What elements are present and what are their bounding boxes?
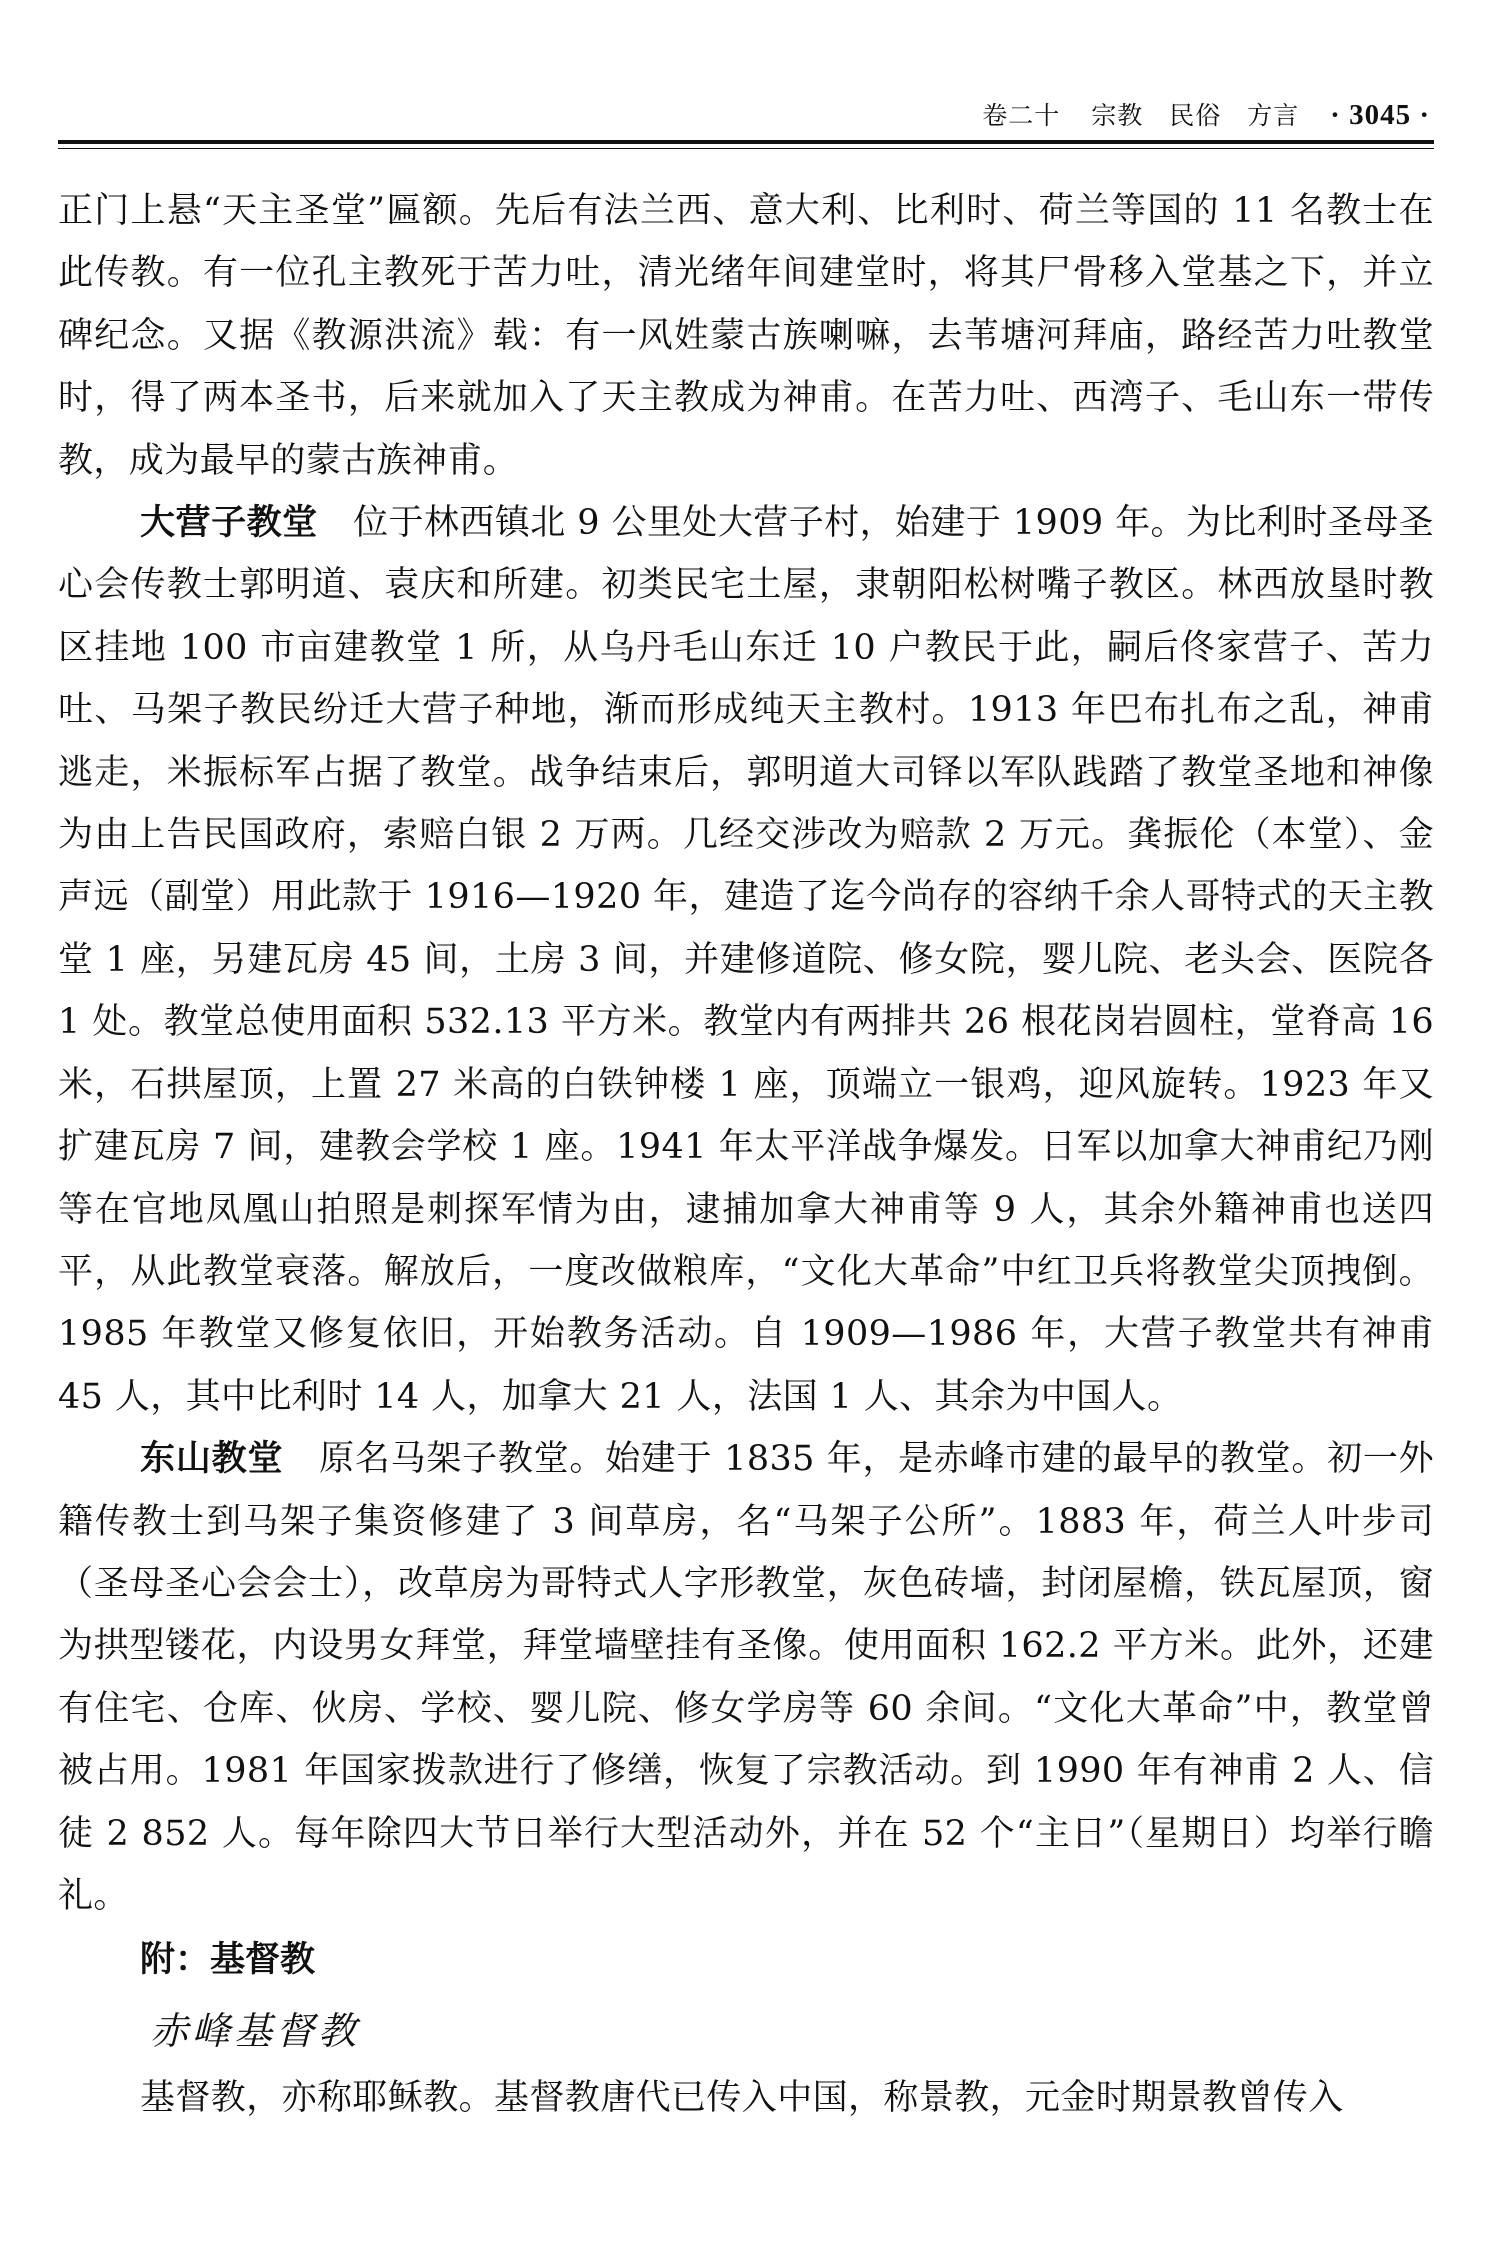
section-label: 宗教 民俗 方言 xyxy=(1091,101,1300,130)
header-rule-thick xyxy=(58,140,1434,144)
appendix-heading: 附：基督教 xyxy=(140,1940,316,1981)
paragraph-intro: 正门上悬“天主圣堂”匾额。先后有法兰西、意大利、比利时、荷兰等国的 11 名教士在此传教。有一位孔主教死于苦力吐，清光绪年间建堂时，将其尸骨移入堂基之下，并立碑纪念。又据《教源洪流》载：有一风姓蒙古族喇嘛，去苇塘河拜庙，路经苦力吐教堂时，得了两本圣书，后来就加入了天主教成为神甫。在苦力吐、西湾子、毛山东一带传教，成为最早的蒙古族神甫。 xyxy=(58,191,1434,481)
paragraph-dongshan xyxy=(58,1428,1434,1927)
term-dongshan-church: 东山教堂 xyxy=(140,1439,284,1480)
dongshan-text: 原名马架子教堂。始建于 1835 年，是赤峰市建的最早的教堂。初一外籍传教士到马架子集资修建了 3 间草房，名“马架子公所”。1883 年，荷兰人叶步司（圣母圣心会会士），改草房为哥特式人字形教堂，灰色砖墙，封闭屋檐，铁瓦屋顶，窗为拱型镂花，内设男女拜堂，拜堂墙壁挂有圣像。使用面积 162.2 平方米。此外，还建有住宅、仓库、伙房、学校、婴儿院、修女学房等 60 余间。“文化大革命”中，教堂曾被占用。1981 年国家拨款进行了修缮，恢复了宗教活动。到 1990 年有神甫 2 人、信徒 2 852 人。每年除四大节日举行大型活动外，并在 52 个“主日”（星期日）均举行瞻礼。 xyxy=(58,1439,1434,1916)
dayingzi-text: 位于林西镇北 9 公里处大营子村，始建于 1909 年。为比利时圣母圣心会传教士郭明道、袁庆和所建。初类民宅土屋，隶朝阳松树嘴子教区。林西放垦时教区挂地 100 市亩建教堂 1 所，从乌丹毛山东迁 10 户教民于此，嗣后佟家营子、苦力吐、马架子教民纷迁大营子种地，渐而形成纯天主教村。1913 年巴布扎布之乱，神甫逃走，米振标军占据了教堂。战争结束后，郭明道大司铎以军队践踏了教堂圣地和神像为由上告民国政府，索赔白银 2 万两。几经交涉改为赔款 2 万元。龚振伦（本堂）、金声远（副堂）用此款于 1916—1920 年，建造了迄今尚存的容纳千余人哥特式的天主教堂 1 座，另建瓦房 45 间，土房 3 间，并建修道院、修女院，婴儿院、老头会、医院各 1 处。教堂总使用面积 532.13 平方米。教堂内有两排共 26 根花岗岩圆柱，堂脊高 16 米，石拱屋顶，上置 27 米高的白铁钟楼 1 座，顶端立一银鸡，迎风旋转。1923 年又扩建瓦房 7 间，建教会学校 1 座。1941 年太平洋战争爆发。日军以加拿大神甫纪乃刚等在官地凤凰山拍照是刺探军情为由，逮捕加拿大神甫等 9 人，其余外籍神甫也送四平，从此教堂衰落。解放后，一度改做粮库，“文化大革命”中红卫兵将教堂尖顶拽倒。1985 年教堂又修复依旧，开始教务活动。自 1909—1986 年，大营子教堂共有神甫 45 人，其中比利时 14 人，加拿大 21 人，法国 1 人、其余为中国人。 xyxy=(58,503,1434,1417)
term-dayingzi-church: 大营子教堂 xyxy=(140,503,318,544)
sub-heading: 赤峰基督教 xyxy=(150,2009,361,2054)
paragraph-dayingzi xyxy=(58,492,1434,1428)
body-text xyxy=(58,180,1434,2130)
running-header xyxy=(60,96,1430,136)
page-number: · 3045 · xyxy=(1330,99,1430,131)
volume-label: 卷二十 xyxy=(982,101,1061,130)
paragraph-christianity: 基督教，亦称耶稣教。基督教唐代已传入中国，称景教，元金时期景教曾传入 xyxy=(140,2078,1344,2119)
header-rule-thin xyxy=(58,148,1434,149)
